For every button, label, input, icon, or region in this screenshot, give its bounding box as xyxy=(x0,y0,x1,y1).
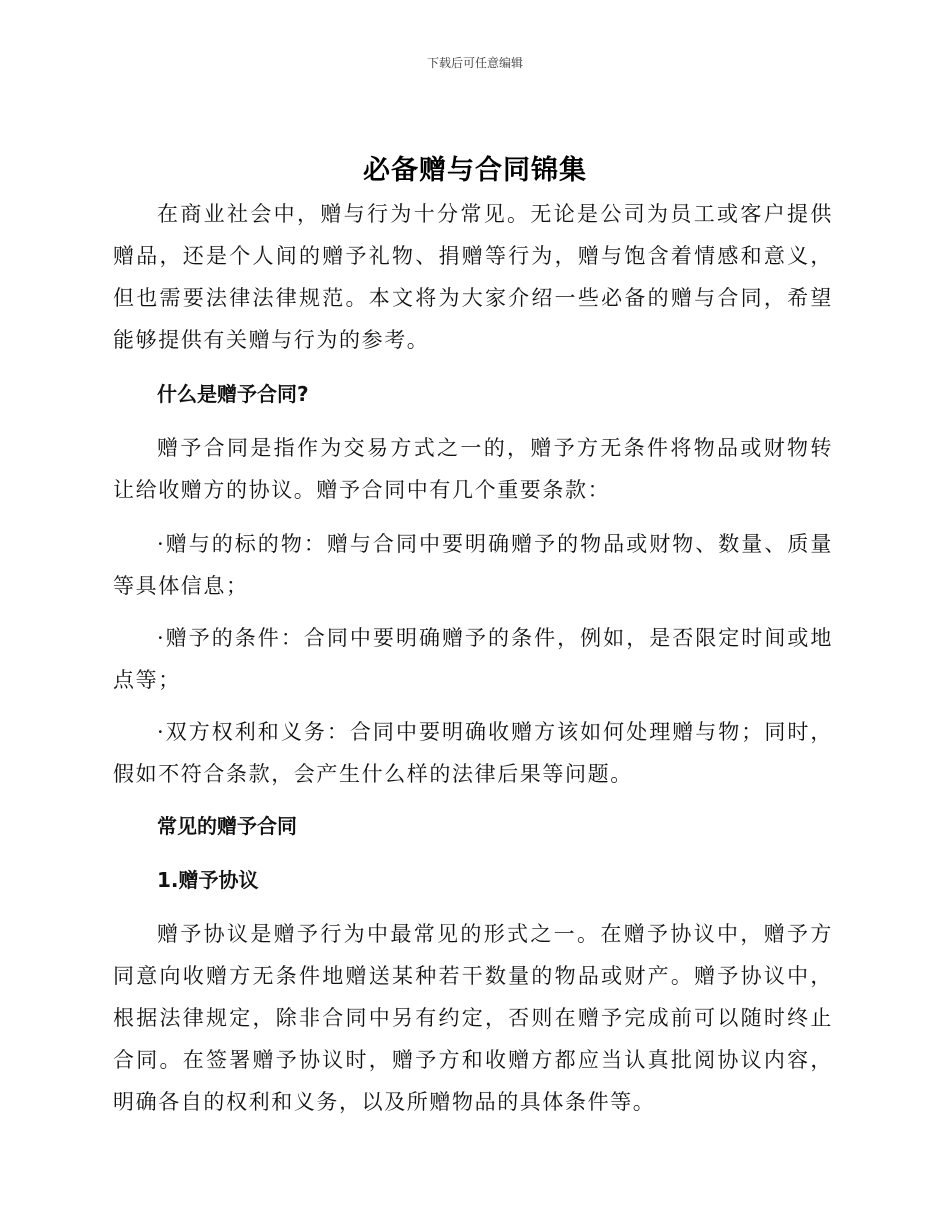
section-heading-what-is: 什么是赠予合同? xyxy=(157,382,309,406)
subsection-heading-gift-agreement: 1.赠予协议 xyxy=(157,868,259,892)
section1-body: 赠予合同是指作为交易方式之一的，赠予方无条件将物品或财物转让给收赠方的协议。赠予合同中有几个重要条款： xyxy=(113,436,833,502)
header-note: 下载后可任意编辑 xyxy=(426,56,523,70)
list-item: ·双方权利和义务：合同中要明确收赠方该如何处理赠与物；同时，假如不符合条款，会产生什么样的法律后果等问题。 xyxy=(113,720,833,786)
document-body xyxy=(113,193,833,1135)
list-item: ·赠与的标的物：赠与合同中要明确赠予的物品或财物、数量、质量等具体信息； xyxy=(113,532,833,598)
section-heading-common: 常见的赠予合同 xyxy=(157,814,297,838)
intro-paragraph: 在商业社会中，赠与行为十分常见。无论是公司为员工或客户提供赠品，还是个人间的赠予礼物、捐赠等行为，赠与饱含着情感和意义，但也需要法律法律规范。本文将为大家介绍一些必备的赠与合同，希望能够提供有关赠与行为的参考。 xyxy=(113,202,833,352)
section2-body: 赠予协议是赠予行为中最常见的形式之一。在赠予协议中，赠予方同意向收赠方无条件地赠送某种若干数量的物品或财产。赠予协议中，根据法律规定，除非合同中另有约定，否则在赠予完成前可以随时终止合同。在签署赠予协议时，赠予方和收赠方都应当认真批阅协议内容，明确各自的权利和义务，以及所赠物品的具体条件等。 xyxy=(113,922,833,1114)
document-title: 必备赠与合同锦集 xyxy=(363,155,587,186)
list-item: ·赠予的条件：合同中要明确赠予的条件，例如，是否限定时间或地点等； xyxy=(113,626,833,692)
